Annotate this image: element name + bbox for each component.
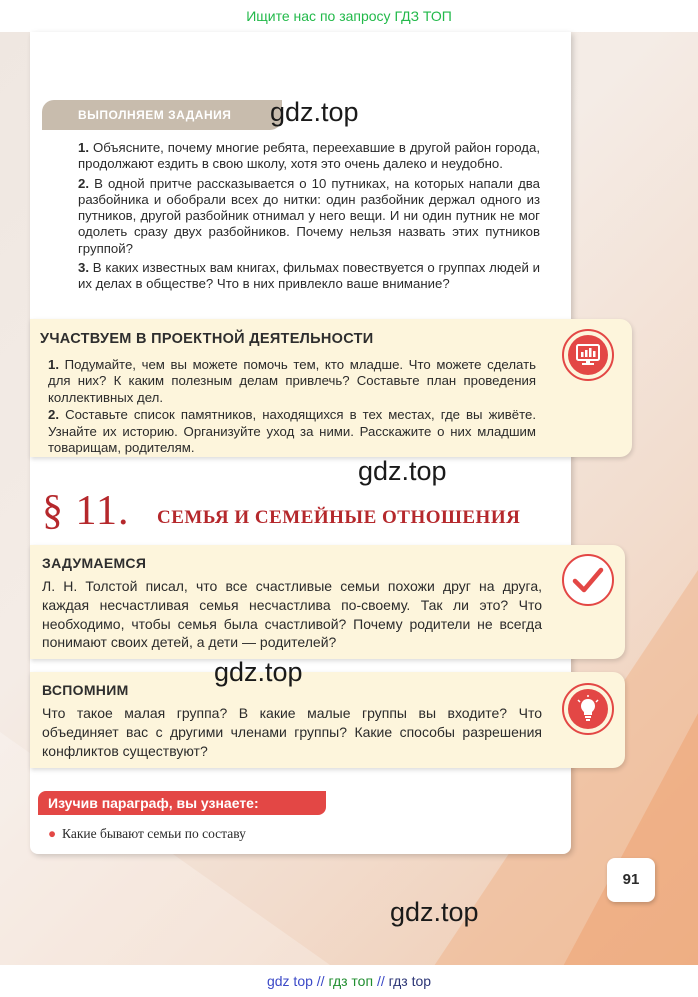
section-title: СЕМЬЯ И СЕМЕЙНЫЕ ОТНОШЕНИЯ [157, 507, 521, 528]
watermark: gdz.top [214, 657, 303, 687]
exercises-tab: ВЫПОЛНЯЕМ ЗАДАНИЯ [42, 100, 282, 130]
exercise-list [78, 140, 540, 296]
think-text: Л. Н. Толстой писал, что все счастливые семьи похожи друг на друга, каждая несчастливая семья несчастлива по-своему. Так ли это? Что необходимо, чтобы семья была счастливой? Почему родители не всегда понимают своих детей, а дети — родителей? [42, 578, 542, 651]
top-banner[interactable]: Ищите нас по запросу ГДЗ ТОП [246, 8, 452, 24]
project-list [48, 357, 536, 457]
bullet-icon: ● [48, 826, 57, 841]
bottom-separator: // [376, 973, 385, 989]
project-title: УЧАСТВУЕМ В ПРОЕКТНОЙ ДЕЯТЕЛЬНОСТИ [40, 331, 374, 347]
project-item: 2. Составьте список памятников, находящихся в тех местах, где вы живёте. Узнайте их историю. Организуйте уход за ними. Расскажите о них младшим товарищам, родителям. [48, 407, 537, 456]
learn-item: Какие бывают семьи по составу [62, 826, 246, 841]
section-number: § 11. [42, 488, 130, 534]
bottom-link-3[interactable]: гдз top [388, 973, 432, 989]
learn-label: Изучив параграф, вы узнаете: [38, 791, 326, 815]
checkmark-icon [562, 554, 614, 606]
project-item: 1. Подумайте, чем вы можете помочь тем, кто младше. Что можете сделать для них? К каким полезным делам привлечь? Составьте план проведения коллективных дел. [48, 357, 536, 405]
project-card [30, 319, 632, 457]
section-heading [42, 487, 521, 535]
recall-text: Что такое малая группа? В какие малые группы вы входите? Что объединяет вас с другими членами группы? Какие способы разрешения конфликтов существуют? [42, 705, 542, 759]
bottom-link-1[interactable]: gdz top [266, 973, 313, 989]
watermark: gdz.top [390, 897, 479, 927]
exercise-item: 3. В каких известных вам книгах, фильмах повествуется о группах людей и их делах в обществе? Что в них привлекло ваше внимание? [78, 260, 540, 292]
recall-card [30, 672, 625, 768]
exercise-item: 1. Объясните, почему многие ребята, переехавшие в другой район города, продолжают ездить в свою школу, хотя это очень далеко и неудобно. [78, 140, 540, 172]
watermark: gdz.top [270, 97, 359, 127]
page-number: 91 [607, 858, 655, 902]
watermark: gdz.top [358, 456, 447, 486]
bottom-link-2[interactable]: гдз топ [328, 973, 374, 989]
recall-title: ВСПОМНИМ [42, 682, 129, 698]
think-title: ЗАДУМАЕМСЯ [42, 555, 147, 571]
lightbulb-icon [562, 683, 614, 735]
exercise-item: 2. В одной притче рассказывается о 10 путниках, на которых напали два разбойника и обобрали всех до нитки: один разбойник держал одного из путников, другой разбойник отнимал у него вещи. И ни один путник не мог одолеть сразу двух разбойников. Почему нельзя назвать этих путников группой? [78, 175, 540, 256]
bottom-separator: // [316, 973, 325, 989]
think-card [30, 545, 625, 659]
presentation-monitor-icon [562, 329, 614, 381]
bottom-banner [0, 965, 698, 997]
